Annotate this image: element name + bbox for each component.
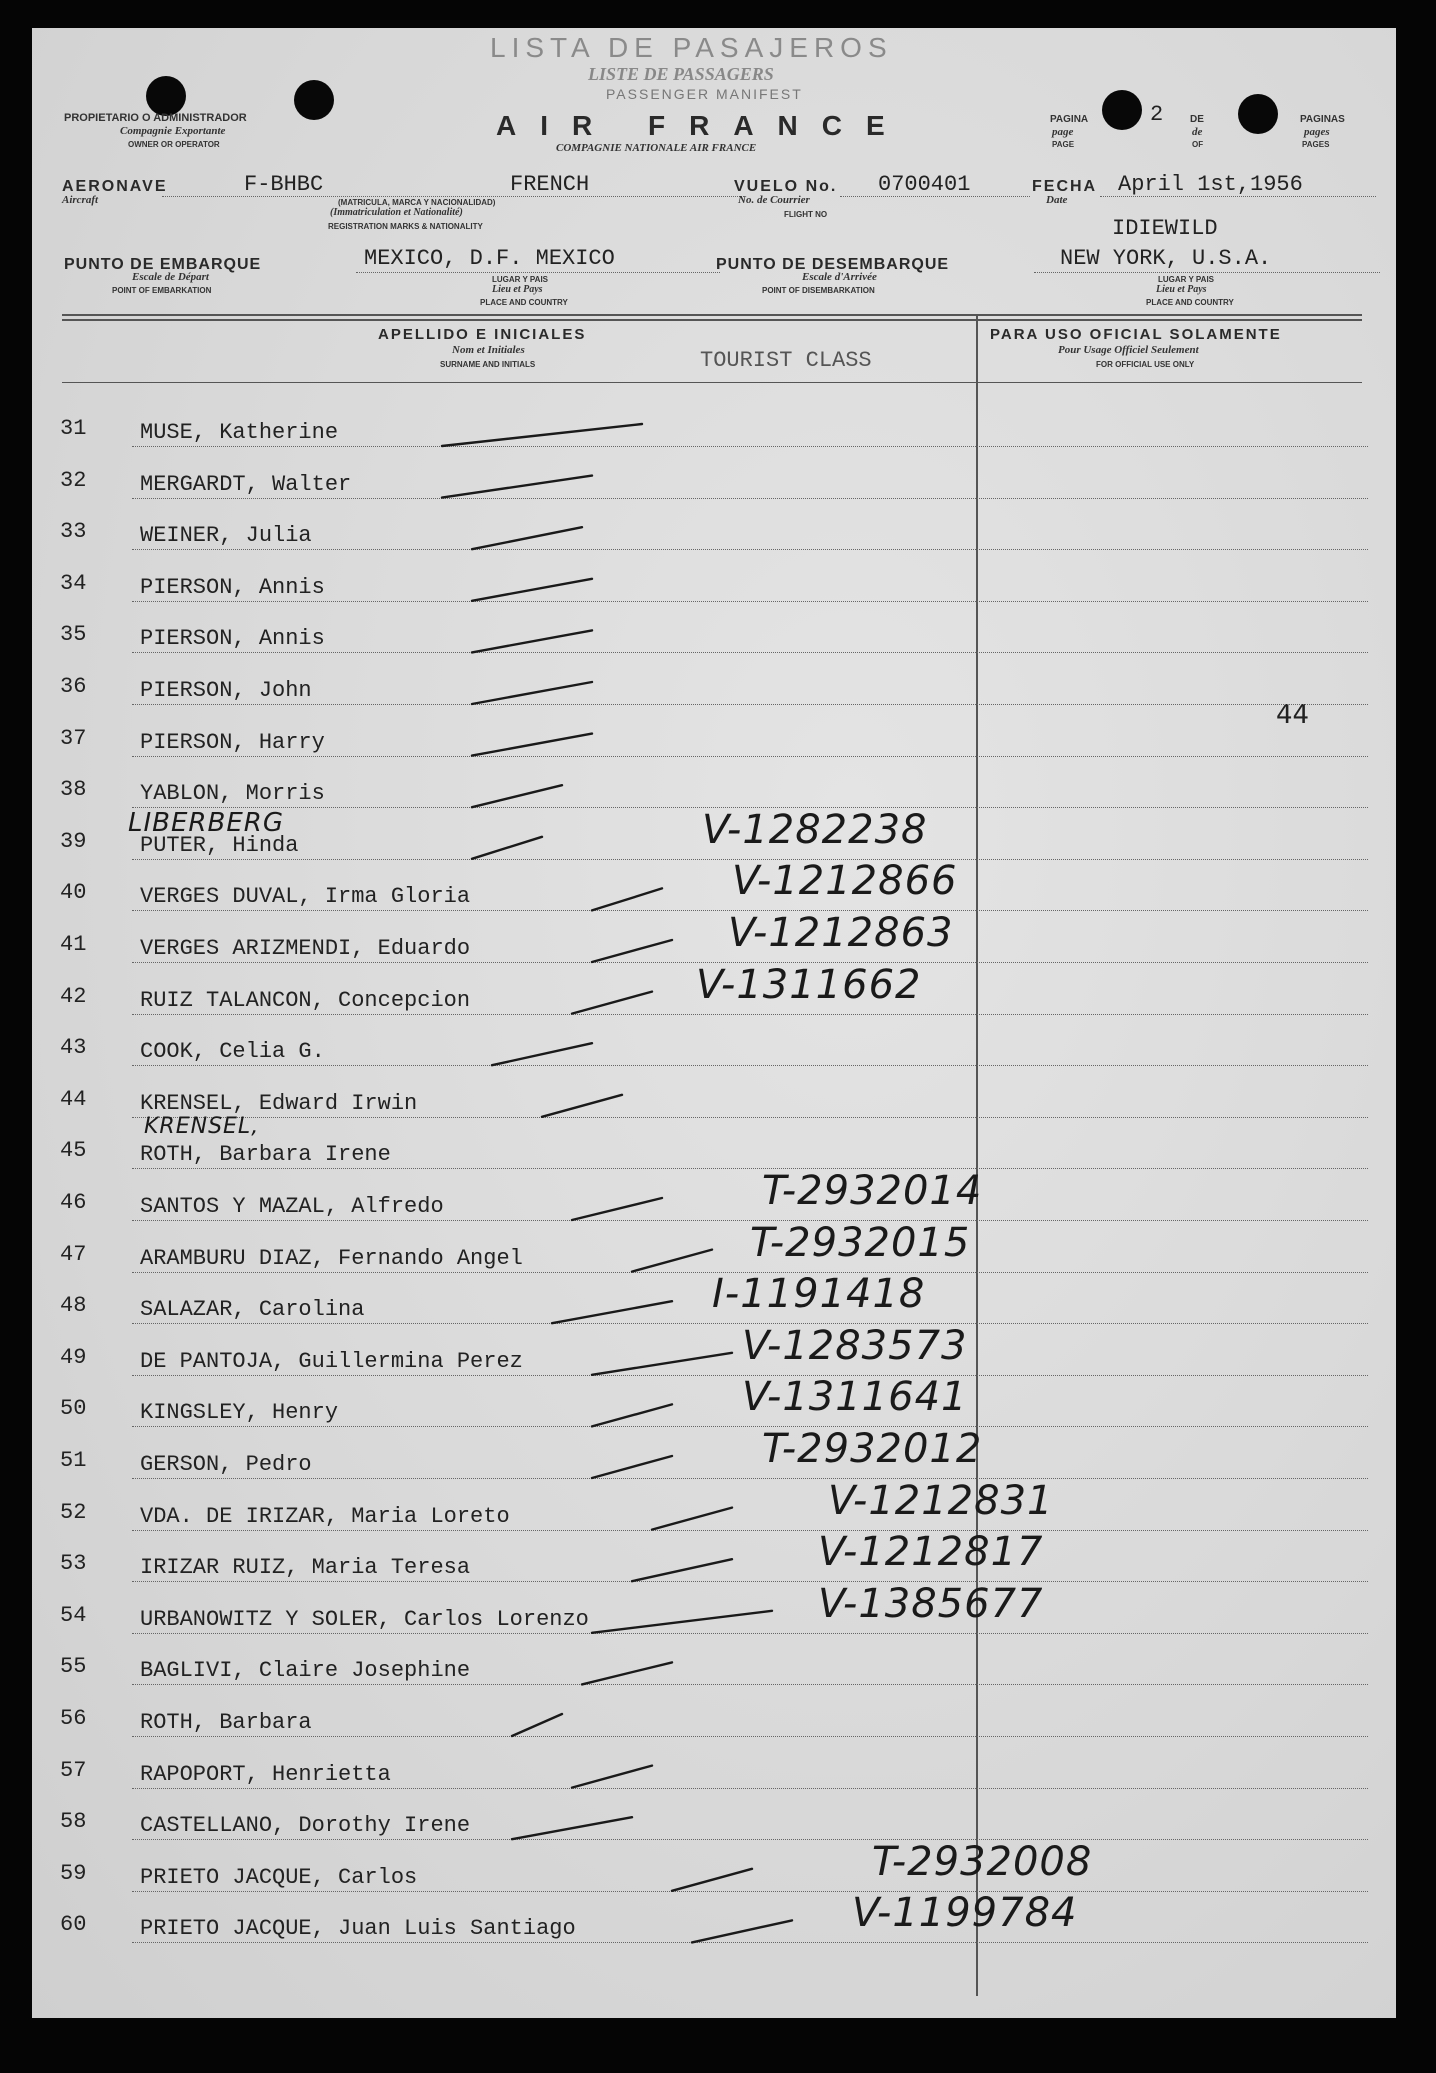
aircraft-nationality: FRENCH xyxy=(510,172,590,197)
aircraft-label-fr: Aircraft xyxy=(62,194,99,206)
row-number: 52 xyxy=(60,1499,87,1525)
owner-label-fr: Compagnie Exportante xyxy=(120,125,226,137)
visa-number: V-1311641 xyxy=(742,1374,968,1421)
passenger-name: KRENSEL, Edward Irwin xyxy=(140,1090,418,1116)
passenger-name: YABLON, Morris xyxy=(140,781,325,807)
row-number: 33 xyxy=(60,519,87,545)
place-sub-fr: Lieu et Pays xyxy=(1156,284,1207,295)
airline-name: AIR FRANCE xyxy=(496,110,909,141)
passenger-name: ROTH, Barbara xyxy=(140,1710,312,1735)
passenger-name: CASTELLANO, Dorothy Irene xyxy=(140,1813,471,1839)
row-number: 57 xyxy=(60,1757,87,1783)
airline-sub: COMPAGNIE NATIONALE AIR FRANCE xyxy=(556,142,757,154)
row-number: 54 xyxy=(60,1602,87,1628)
pen-check-stroke xyxy=(442,424,642,446)
embark-place: MEXICO, D.F. MEXICO xyxy=(364,246,615,271)
date-label: FECHA xyxy=(1032,178,1098,195)
visa-number: V-1283573 xyxy=(742,1322,968,1369)
passenger-name: PIERSON, Harry xyxy=(140,729,325,755)
passenger-name: KINGSLEY, Henry xyxy=(140,1400,339,1426)
passenger-name: ROTH, Barbara Irene xyxy=(140,1142,391,1168)
passenger-name: MERGARDT, Walter xyxy=(140,471,352,497)
visa-number: I-1191418 xyxy=(712,1271,926,1318)
page-label-fr: page xyxy=(1052,126,1074,138)
pages-label-fr: pages xyxy=(1304,126,1330,138)
passenger-name: PIERSON, Annis xyxy=(140,626,325,652)
check-strokes xyxy=(32,28,1396,2018)
row-number: 60 xyxy=(60,1912,87,1938)
of-label-en: OF xyxy=(1192,140,1204,149)
pen-check-stroke xyxy=(472,785,562,807)
pen-check-stroke xyxy=(582,1662,672,1684)
pen-check-stroke xyxy=(472,527,582,549)
pages-label-en: PAGES xyxy=(1302,140,1330,149)
row-number: 40 xyxy=(60,880,87,906)
row-number: 46 xyxy=(60,1190,87,1215)
flight-label-en: FLIGHT NO xyxy=(784,210,828,219)
row-number: 43 xyxy=(60,1035,87,1061)
visa-number: V-1199784 xyxy=(852,1890,1078,1937)
row-number: 58 xyxy=(60,1809,87,1835)
passenger-name: PRIETO JACQUE, Juan Luis Santiago xyxy=(140,1916,576,1942)
disembark-place: NEW YORK, U.S.A. xyxy=(1060,246,1272,271)
aircraft-sub-en: REGISTRATION MARKS & NATIONALITY xyxy=(328,222,483,231)
row-number: 56 xyxy=(60,1706,87,1731)
row-number: 31 xyxy=(60,416,87,441)
of-label: DE xyxy=(1190,114,1204,125)
pen-check-stroke xyxy=(652,1508,732,1530)
passenger-name: IRIZAR RUIZ, Maria Teresa xyxy=(140,1555,471,1581)
owner-label: PROPIETARIO O ADMINISTRADOR xyxy=(64,112,247,124)
visa-number: T-2932012 xyxy=(762,1426,983,1472)
pen-check-stroke xyxy=(512,1714,562,1736)
passenger-name: VERGES DUVAL, Irma Gloria xyxy=(140,884,471,910)
passenger-name: DE PANTOJA, Guillermina Perez xyxy=(140,1348,523,1374)
aircraft-sub-es: (MATRICULA, MARCA Y NACIONALIDAD) xyxy=(338,198,496,207)
handwritten-correction: LIBERBERG xyxy=(128,808,284,838)
place-sub-en: PLACE AND COUNTRY xyxy=(1146,298,1234,307)
row-number: 35 xyxy=(60,622,87,648)
visa-number: T-2932008 xyxy=(872,1838,1093,1885)
passenger-name: BAGLIVI, Claire Josephine xyxy=(140,1658,471,1684)
pen-check-stroke xyxy=(572,1198,662,1220)
col-name-header-fr: Nom et Initiales xyxy=(452,344,525,356)
pen-check-stroke xyxy=(592,1353,732,1375)
visa-number: V-1282238 xyxy=(702,806,928,853)
disembark-label-en: POINT OF DISEMBARKATION xyxy=(762,286,875,295)
handwritten-correction: KRENSEL, xyxy=(144,1114,260,1139)
embark-label: PUNTO DE EMBARQUE xyxy=(64,256,262,273)
visa-number: V-1212866 xyxy=(732,858,958,905)
pen-check-stroke xyxy=(592,1611,772,1633)
row-number: 55 xyxy=(60,1654,87,1680)
row-number: 50 xyxy=(60,1396,87,1422)
passenger-name: PIERSON, Annis xyxy=(140,574,325,600)
row-number: 34 xyxy=(60,570,87,596)
aircraft-label: AERONAVE xyxy=(62,178,168,195)
pen-check-stroke xyxy=(472,630,592,652)
row-number: 39 xyxy=(60,828,87,854)
page-label: PAGINA xyxy=(1050,114,1089,125)
visa-number: T-2932015 xyxy=(750,1219,971,1266)
row-number: 53 xyxy=(60,1551,87,1577)
passenger-name: SANTOS Y MAZAL, Alfredo xyxy=(140,1194,444,1219)
col-name-header-en: SURNAME AND INITIALS xyxy=(440,360,536,369)
row-number: 47 xyxy=(60,1241,87,1267)
pen-check-stroke xyxy=(472,579,592,601)
pen-check-stroke xyxy=(572,992,652,1014)
pen-check-stroke xyxy=(632,1250,712,1272)
row-number: 41 xyxy=(60,932,87,957)
date-label-fr: Date xyxy=(1046,194,1068,206)
passenger-name: WEINER, Julia xyxy=(140,523,312,549)
visa-number: V-1385677 xyxy=(818,1580,1044,1627)
pen-check-stroke xyxy=(572,1766,652,1788)
visa-number: V-1311662 xyxy=(696,961,922,1008)
title-es: LISTA DE PASAJEROS xyxy=(490,32,893,63)
owner-label-en: OWNER OR OPERATOR xyxy=(128,140,220,149)
class-note: TOURIST CLASS xyxy=(700,348,872,373)
pen-check-stroke xyxy=(552,1301,672,1323)
place-sub-es: LUGAR Y PAIS xyxy=(492,275,549,284)
embark-label-en: POINT OF EMBARKATION xyxy=(112,286,212,295)
embark-label-fr: Escale de Départ xyxy=(132,271,209,283)
passenger-name: ARAMBURU DIAZ, Fernando Angel xyxy=(140,1245,523,1271)
pen-check-stroke xyxy=(512,1817,632,1839)
col-official-header: PARA USO OFICIAL SOLAMENTE xyxy=(990,326,1282,343)
pen-check-stroke xyxy=(472,682,592,704)
row-number: 45 xyxy=(60,1138,87,1164)
place-sub-en: PLACE AND COUNTRY xyxy=(480,298,568,307)
place-sub-es: LUGAR Y PAIS xyxy=(1158,275,1215,284)
disembark-label: PUNTO DE DESEMBARQUE xyxy=(716,256,950,273)
passenger-name: RAPOPORT, Henrietta xyxy=(140,1761,391,1787)
visa-number: T-2932014 xyxy=(762,1168,983,1214)
row-number: 32 xyxy=(60,467,87,493)
flight-number: 0700401 xyxy=(878,172,971,197)
passenger-name: MUSE, Katherine xyxy=(140,420,339,445)
row-number: 49 xyxy=(60,1344,87,1370)
pen-check-stroke xyxy=(632,1559,732,1581)
col-official-header-fr: Pour Usage Officiel Seulement xyxy=(1058,344,1199,356)
row-number: 44 xyxy=(60,1086,87,1112)
pen-check-stroke xyxy=(472,837,542,859)
passenger-name: SALAZAR, Carolina xyxy=(140,1297,365,1323)
col-name-header: APELLIDO E INICIALES xyxy=(378,326,587,343)
row-number: 42 xyxy=(60,983,87,1009)
row-number: 59 xyxy=(60,1860,87,1886)
pen-check-stroke xyxy=(542,1095,622,1117)
official-mark: 44 xyxy=(1276,700,1310,730)
page-number: 2 xyxy=(1150,102,1164,127)
passenger-name: VERGES ARIZMENDI, Eduardo xyxy=(140,936,471,961)
visa-number: V-1212831 xyxy=(828,1477,1054,1524)
pen-check-stroke xyxy=(672,1869,752,1891)
pen-check-stroke xyxy=(592,888,662,910)
flight-label: VUELO No. xyxy=(734,178,838,195)
row-number: 48 xyxy=(60,1293,87,1319)
row-number: 38 xyxy=(60,777,87,803)
row-number: 36 xyxy=(60,674,87,699)
passenger-name: RUIZ TALANCON, Concepcion xyxy=(140,987,471,1013)
visa-number: V-1212863 xyxy=(728,910,954,956)
flight-date: April 1st,1956 xyxy=(1118,172,1303,197)
aircraft-sub-fr: (Immatriculation et Nationalité) xyxy=(330,207,463,218)
passenger-name: VDA. DE IRIZAR, Maria Loreto xyxy=(140,1503,510,1529)
title-en: PASSENGER MANIFEST xyxy=(606,86,803,102)
pen-check-stroke xyxy=(442,476,592,498)
pen-check-stroke xyxy=(592,1456,672,1478)
col-official-header-en: FOR OFFICIAL USE ONLY xyxy=(1096,360,1195,369)
passenger-name: COOK, Celia G. xyxy=(140,1039,325,1065)
passenger-name: PRIETO JACQUE, Carlos xyxy=(140,1864,418,1890)
flight-label-fr: No. de Courrier xyxy=(738,194,810,206)
row-number: 51 xyxy=(60,1448,87,1473)
manifest-page xyxy=(32,28,1396,2018)
aircraft-registration: F-BHBC xyxy=(244,172,324,197)
passenger-name: URBANOWITZ Y SOLER, Carlos Lorenzo xyxy=(140,1606,589,1632)
visa-number: V-1212817 xyxy=(818,1529,1044,1576)
passenger-name: PIERSON, John xyxy=(140,678,312,703)
pen-check-stroke xyxy=(492,1043,592,1065)
of-label-fr: de xyxy=(1192,126,1203,138)
disembark-airport: IDIEWILD xyxy=(1112,216,1218,241)
page-label-en: PAGE xyxy=(1052,140,1075,149)
pen-check-stroke xyxy=(592,940,672,962)
pen-check-stroke xyxy=(472,734,592,756)
pen-check-stroke xyxy=(692,1920,792,1942)
pages-label: PAGINAS xyxy=(1300,114,1345,125)
pen-check-stroke xyxy=(592,1404,672,1426)
title-fr: LISTE DE PASSAGERS xyxy=(588,64,774,84)
place-sub-fr: Lieu et Pays xyxy=(492,284,543,295)
row-number: 37 xyxy=(60,725,87,751)
passenger-name: GERSON, Pedro xyxy=(140,1452,312,1477)
passenger-name: PUTER, Hinda xyxy=(140,832,299,858)
disembark-label-fr: Escale d'Arrivée xyxy=(802,271,877,283)
